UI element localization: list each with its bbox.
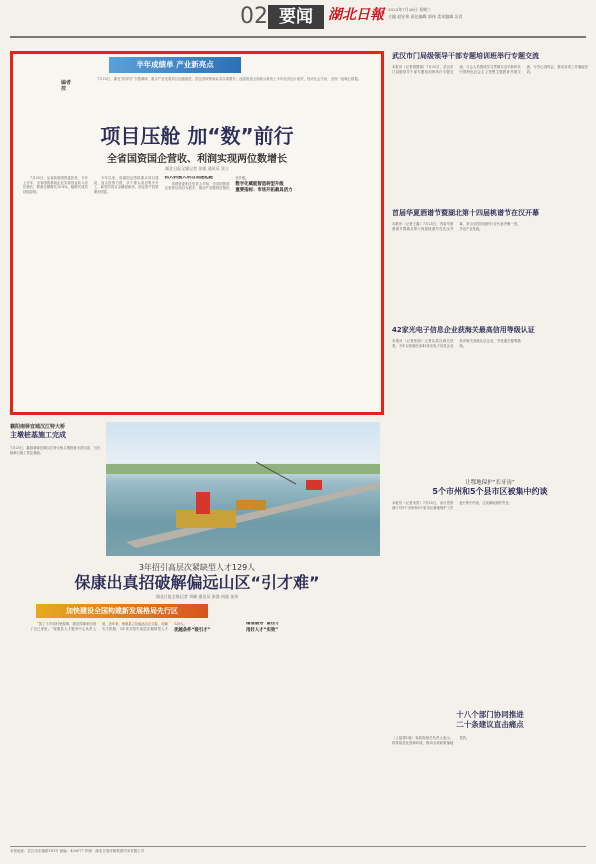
right-column: [392, 52, 588, 452]
main-paragraph: 7月25日，从省政府国资委获悉，今年上半年，全省国资系统企业实现营业收入同比增长，利润总额增长15.8%，稳增长成效持续显现。: [23, 176, 88, 194]
main-headline: 项目压舱 加“数”前行: [100, 124, 294, 148]
farmland-title: 5个市州和5个县市区被集中约谈: [432, 487, 548, 496]
talent-subhead: 用好人才“实效”: [246, 627, 279, 633]
editor-note: 7月25日，湖北“指导员”专题调研，重点产业发展项目加速推进，国企营收利润双双实现增长。连续报道全面展示我省上半年经济运行成效，回应社会关切，呈现一组暖心数据。: [97, 77, 362, 81]
farmland-body: 本报讯（记者宋效）7月25日，省自然资源厅对5个市州和5个县市区耕地保护工作进行集中约谈，压实耕地保护责任。: [392, 501, 513, 510]
main-subhead: 数字化赋能智造转型升级: [235, 181, 284, 187]
masthead-rule: [10, 36, 586, 38]
talent-story: [10, 562, 384, 842]
talent-overline: 3年招引高层次紧缺型人才129人: [138, 563, 256, 572]
footer-text: 本报地址：武汉市东湖路181号 邮编：430077 印刷：湖北日报传媒集团印务有限公司: [10, 849, 145, 853]
main-paragraph: 今年以来，省属国企围绕重点项目建设，加大投资力度，多个重大项目集中开工，新签约项目金额创新高，固定资产投资增长明显。: [93, 176, 159, 194]
main-byline: 湖北日报全媒记者 张媛 通讯员 蔡立: [165, 166, 229, 171]
bridge-title-small: 襄阳南驿宜城汉江特大桥: [10, 424, 66, 430]
editor-note-tag: 编者按: [61, 80, 72, 92]
policy-story: [392, 710, 588, 840]
bridge-illustration: [106, 422, 380, 556]
policy-title-2: 二十条建议直击痛点: [456, 720, 524, 729]
masthead-editors: 主编 赵宏伟 责任编辑 郭伟 美术编辑 吴君: [388, 14, 463, 19]
policy-title-1: 十八个部门协同推进: [456, 710, 524, 719]
talent-banner-text: 加快建设全国构建新发展格局先行区: [66, 607, 178, 615]
main-subtitle: 全省国资国企营收、利润实现两位数增长: [107, 154, 287, 165]
main-paragraph: 省国资委相关负责人介绍，全省国资国企坚持以项目为抓手，推动产业链供应链优化升级。: [164, 176, 249, 191]
bridge-photo: [106, 422, 380, 556]
main-body: [23, 176, 371, 412]
talent-byline: 湖北日报全媒记者 刘峰 通讯员 张强 胡超 张伟: [155, 594, 239, 599]
story1-title: 武汉市门局级领导干部专题培训班举行专题交流: [392, 52, 539, 60]
story3-title: 42家光电子信息企业获海关最高信用等级认证: [392, 326, 535, 334]
bridge-body: 7月25日，襄阳南驿宜城汉江特大桥主墩桩基全部完成，为后续承台施工奠定基础。: [10, 446, 100, 455]
main-story: [10, 51, 384, 415]
masthead: [0, 0, 596, 38]
section-badge: 要闻: [268, 5, 324, 29]
farmland-overline: 让鄂地保护“长牙齿”: [465, 480, 515, 486]
talent-paragraph: “放了下乡到村里做事，我觉得像家回到了自己家里。”保康县人才服务中心负责人说，近年来，保康县立足偏远山区实际，创新引才机制，3年来共招引高层次紧缺型人才129人。: [30, 622, 187, 631]
main-subhead: 重要指标：市场开拓最具活力: [235, 188, 293, 194]
talent-body: [30, 622, 384, 838]
main-banner: [109, 57, 241, 73]
talent-subhead: 精准服务“留住才”: [246, 622, 283, 626]
talent-banner: [36, 604, 208, 618]
policy-body: （上接第1版）省政府相关负责人表示，将持续优化营商环境，推动各项政策落地见效。: [392, 736, 470, 745]
masthead-meta: 2023年7月26日 星期三: [388, 7, 432, 12]
story2-title: 首届华夏酒谱节暨湖北第十四届桃谱节在汉开幕: [392, 209, 539, 217]
banner-text: 半年成绩单 产业新亮点: [136, 60, 214, 69]
story2-body: 本报讯（记者王鑫）7月25日，首届华夏酒谱节暨湖北第十四届桃谱节在武汉开幕，来自全国各地的行业代表齐聚一堂，共话产业发展。: [392, 222, 521, 231]
story1-body: 本报讯（记者胡慧娟）7月25日，武汉市门局级领导干部专题培训班举行专题交流。与会人员围绕学习贯彻习近平新时代中国特色社会主义思想主题教育开展交流，分享心得体会，推动各项工作落地见效。: [392, 65, 588, 74]
bridge-story: [10, 424, 100, 544]
talent-subhead: 优越条件“吸引才”: [174, 627, 211, 633]
talent-headline: 保康出真招破解偏远山区“引才难”: [74, 573, 320, 592]
story3-body: 本报讯（记者张朋）记者从武汉海关获悉，今年以来湖北省42家光电子信息企业获评海关高级认证企业，享受通关便利措施。: [392, 339, 521, 348]
farmland-story: [392, 478, 588, 594]
page-number: 02: [240, 4, 268, 29]
paper-name: 湖北日報: [328, 7, 384, 23]
bridge-title-main: 主墩桩基施工完成: [10, 431, 66, 439]
footer-rule: [10, 846, 586, 847]
main-subhead: 抓大抓强大项目加速起跑: [164, 176, 213, 180]
